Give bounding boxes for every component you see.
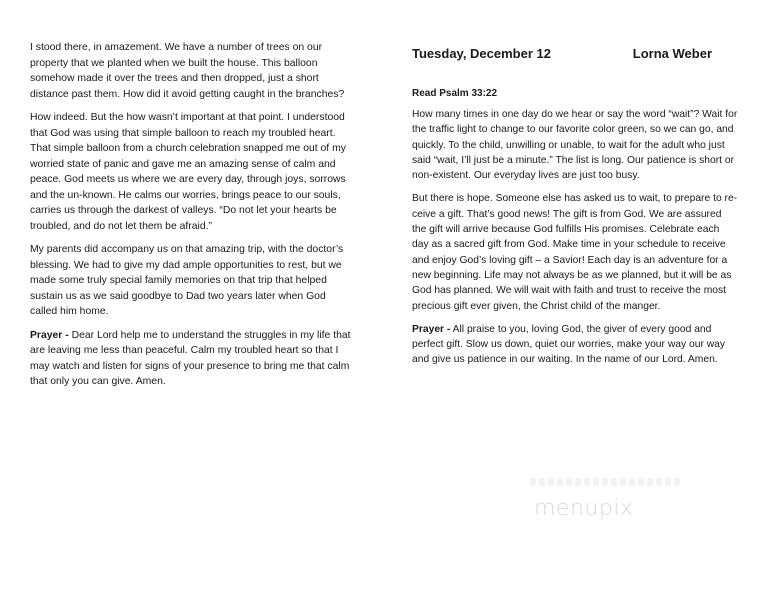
right-paragraph-1: How many times in one day do we hear or say the word “wait”? Wait for the traffic light to change to our favorite color green, so we can go, and quickly. To the child, unwilling or unable, to wait for the adult who just said “wait, I’ll just be a minute.” The list is long. Our patience is short or non-existent. Our everyday lives are just too busy. <box>412 109 738 182</box>
devotional-author: Lorna Weber <box>632 46 712 61</box>
left-prayer-text: Dear Lord help me to understand the struggles in my life that are leaving me less than peaceful. Calm my troubled heart so that I may watch and listen for signs of your presence to bring me that calm that only you can give. Amen. <box>30 329 351 387</box>
right-prayer-text: All praise to you, loving God, the giver of every good and perfect gift. Slow us down, quiet our worries, make your way our way and give us patience in our waiting. In the name of our Lord. Amen. <box>412 323 726 366</box>
left-paragraph-1: I stood there, in amazement. We have a number of trees on our property that we planted when we built the house. This balloon somehow made it over the trees and then dropped, just a short distance past them. How did it avoid getting caught in the branches? <box>30 42 345 100</box>
menupix-watermark: menupix <box>534 496 634 521</box>
devotional-header <box>412 44 712 64</box>
left-paragraph-2: How indeed. But the how wasn’t important at that point. I understood that God was using that simple balloon to reach my troubled heart. That simple balloon from a church celebration snapped me out of my worried state of panic and gave me an amazing sense of calm and peace. God meets us where we are every day, through joys, sorrows and the un-known. He calms our worries, brings peace to our souls, carries us through the darkest of valleys. “Do not let your hearts be troubled, and do not let them be afraid.” <box>30 112 346 232</box>
left-page <box>30 40 352 398</box>
right-page <box>412 44 738 376</box>
scripture-reading: Read Psalm 33:22 <box>412 88 498 99</box>
devotional-date: Tuesday, December 12 <box>412 46 551 61</box>
left-paragraph-3: My parents did accompany us on that amazing trip, with the doctor’s blessing. We had to give my dad ample opportunities to rest, but we made some truly special family memories on that trip that helped sustain us as we said goodbye to Dad two years later when God called him home. <box>30 244 344 317</box>
left-prayer-label: Prayer - <box>30 329 69 341</box>
right-prayer <box>412 322 738 368</box>
left-prayer <box>30 328 352 390</box>
right-prayer-label: Prayer - <box>412 323 451 335</box>
watermark-faint-line <box>530 478 680 486</box>
right-paragraph-2: But there is hope. Someone else has asked us to wait, to prepare to re-ceive a gift. That’s good news! The gift is from God. We are assured the gift will arrive because God fulfills His promises. Celebrate each day as a sacred gift from God. Make time in your schedule to receive and enjoy God’s loving gift – a Savior! Each day is an adventure for a new beginning. Life may not always be as we planned, but it will be as God has planned. We will wait with faith and trust to receive the most precious gift ever given, the Christ child of the manger. <box>412 193 738 312</box>
